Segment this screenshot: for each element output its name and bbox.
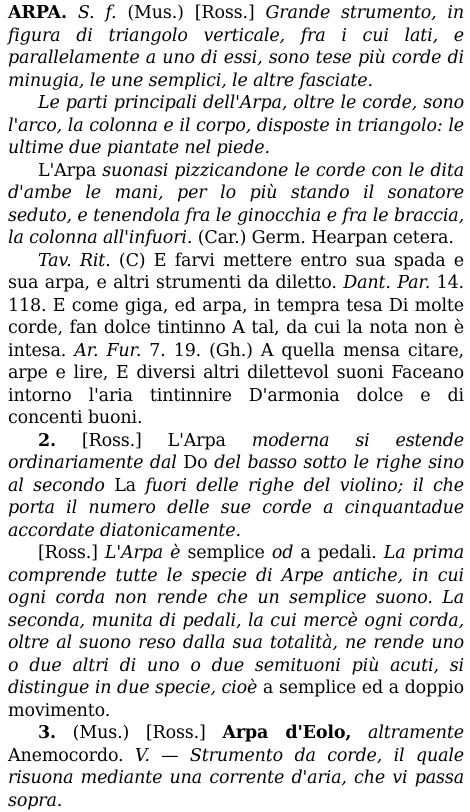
note-la: La <box>114 475 136 496</box>
entry-arpa <box>8 2 464 92</box>
text-a: moderna si estende ordinariamente dal <box>8 430 464 473</box>
domain-tag: (Mus.) <box>127 3 184 23</box>
source-tag: [Ross.] <box>194 3 255 23</box>
term: L'Arpa <box>104 543 164 563</box>
word-pedali: a pedali. <box>300 543 377 563</box>
paragraph-playing <box>8 160 464 250</box>
term: L'Arpa <box>38 160 97 181</box>
source-tav-rit: Tav. Rit. <box>38 250 111 271</box>
sense-number: 2. <box>38 430 56 451</box>
domain-tag: (Mus.) <box>72 723 130 743</box>
source-tag: [Ross.] <box>38 543 98 563</box>
quote-1: (C) E farvi mettere entro sua spada e sua arpa, e altri strumenti da diletto. <box>8 250 464 293</box>
quote-3: 7. 19. (Gh.) A quella mensa citare, arpe e lire, E diversi altri dilettevol suoni Faceano intorno l'aria tintinnire D'armonia dolce e di concenti buoni. <box>8 340 464 428</box>
paragraph-types <box>8 542 464 722</box>
types-end: a semplice ed a doppio movimento. <box>8 678 464 721</box>
subheadword: Arpa d'Eolo, <box>222 723 352 743</box>
headword: ARPA. <box>8 3 67 23</box>
source-tag: [Ross.] <box>81 430 142 451</box>
word-altramente: altramente <box>368 723 465 743</box>
source-ar-fur: Ar. Fur. <box>74 340 142 361</box>
word-semplice: semplice <box>187 543 265 563</box>
word-e: è <box>170 543 181 563</box>
sense-number: 3. <box>38 723 56 743</box>
text-b: del basso sotto le righe sino al secondo <box>8 453 465 496</box>
term: L'Arpa <box>167 430 226 451</box>
sense-2 <box>8 430 464 543</box>
note-do: Do <box>183 453 208 473</box>
sense-3 <box>8 722 464 812</box>
quote-2: 14. 118. E come giga, ed arpa, in tempra tesa Di molte corde, fan dolce tintinno A tal, da cui la nota non è intesa. <box>8 273 464 361</box>
word-od: od <box>271 543 294 563</box>
definition-3: V. — Strumento da corde, il quale risuona mediante una corrente d'aria, che vi passa sopra. <box>8 745 464 811</box>
source-dant-par: Dant. Par. <box>343 273 431 293</box>
synonym: Anemocordo. <box>8 745 124 766</box>
source-tag: [Ross.] <box>145 723 206 743</box>
paragraph-parts: Le parti principali dell'Arpa, oltre le corde, sono l'arco, la colonna e il corpo, disposte in triangolo: le ultime due piantate nel piede. <box>8 93 464 158</box>
types-text: La prima comprende tutte le specie di Arpe antiche, in cui ogni corda non rende che un semplice suono. La seconda, munita di pedali, la cui mercè ogni corda, oltre al suono reso dalla sua totalità, ne rende uno o due altri di uno o due semituoni più acuti, si distingue in due specie, cioè <box>8 543 464 698</box>
definition-1: Grande strumento, in figura di triangolo verticale, fra i cui lati, e parallelamente a uno di essi, sono tese più corde di minugia, le une semplici, le altre fasciate. <box>8 3 465 91</box>
grammar-label: S. f. <box>77 3 117 23</box>
paragraph-citations <box>8 250 464 430</box>
citation: (Car.) Germ. Hearpan cetera. <box>197 228 454 248</box>
playing-text: suonasi pizzicandone le corde con le dita d'ambe le mani, per lo più stando il sonatore seduto, e tenendola fra le ginocchia e fra le braccia, la colonna all'infuori. <box>8 160 464 248</box>
text-c: fuori delle righe del violino; il che porta il numero delle sue corde a cinquantadue accordate diatonicamente. <box>8 475 464 541</box>
